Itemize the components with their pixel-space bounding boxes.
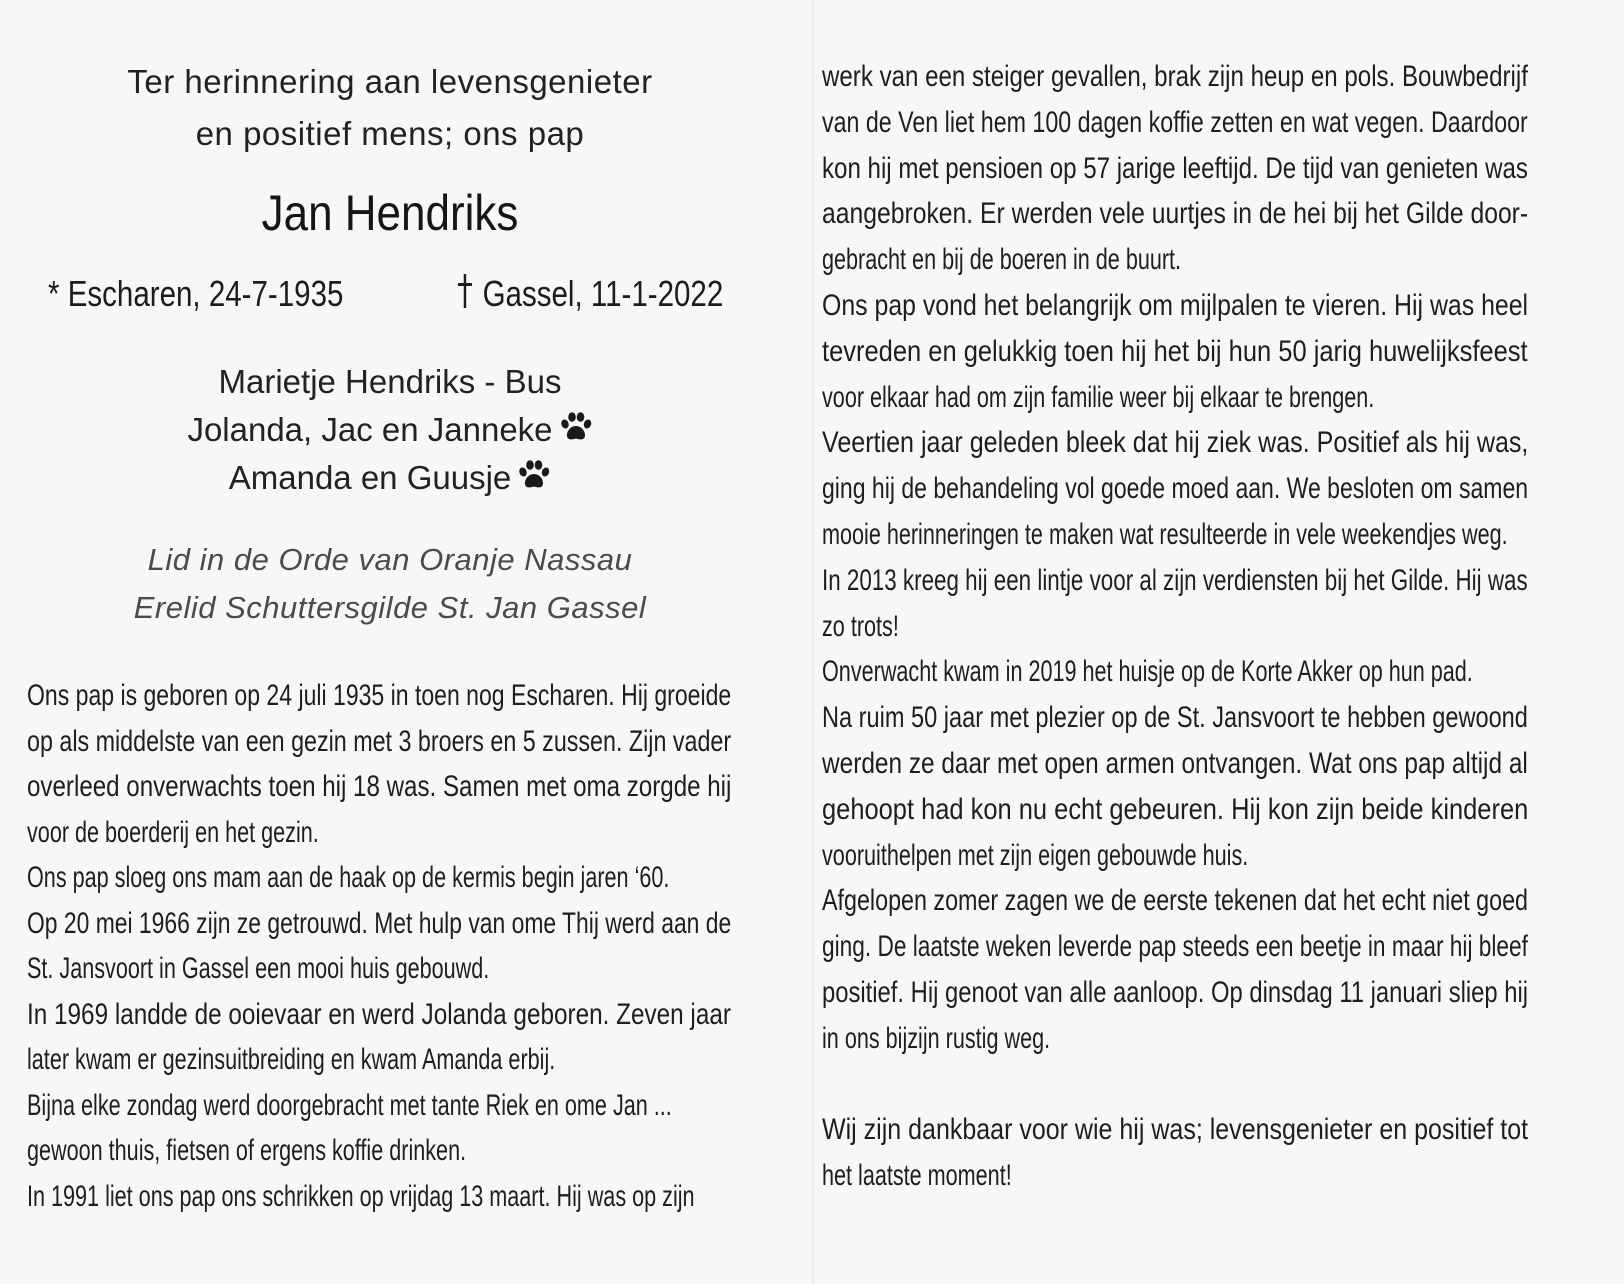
text-line: gebracht en bij de boeren in de buurt. [822,243,1182,277]
text-line: vooruithelpen met zijn eigen gebouwde huis. [822,838,1249,872]
text-line: werk van een steiger gevallen, brak zijn heup en pols. Bouwbedrijf [822,60,1528,93]
paw-icon [517,459,551,491]
text-line: kon hij met pensioen op 57 jarige leeftijd. De tijd van genieten was [822,151,1528,185]
death-text: Gassel, 11-1-2022 [482,273,724,314]
family-members [90,358,690,502]
intro-line-2: en positief mens; ons pap [195,115,585,152]
text-line: Op 20 mei 1966 zijn ze getrouwd. Met hulp van ome Thij werd aan de [27,906,732,940]
paw-icon [559,411,593,443]
text-line: op als middelste van een gezin met 3 broers en 5 zussen. Zijn vader [27,724,732,758]
text-line: St. Jansvoort in Gassel een mooi huis gebouwd. [27,952,490,985]
intro-line-1: Ter herinnering aan levensgenieter [127,63,653,100]
death-date [458,264,723,324]
text-line: in ons bijzijn rustig weg. [822,1021,1051,1055]
text-line: zo trots! [822,609,899,643]
birth-symbol: * [48,273,60,314]
text-line: Onverwacht kwam in 2019 het huisje op de Korte Akker op hun pad. [822,655,1473,689]
text-line: van de Ven liet hem 100 dagen koffie zetten en wat vegen. Daardoor [822,105,1528,139]
honor-line: Erelid Schuttersgilde St. Jan Gassel [133,590,647,625]
text-line: Ons pap vond het belangrijk om mijlpalen te vieren. Hij was heel [822,289,1529,322]
text-line: Ons pap is geboren op 24 juli 1935 in toen nog Escharen. Hij groeide [27,679,732,712]
text-line: later kwam er gezinsuitbreiding en kwam Amanda erbij. [27,1043,556,1076]
cross-icon [458,274,471,308]
birth-date [48,264,343,324]
text-line: Ons pap sloeg ons mam aan de haak op de kermis begin jaren ‘60. [27,861,670,894]
text-line: aangebroken. Er werden vele uurtjes in de hei bij het Gilde door- [822,197,1529,231]
honors [90,536,690,632]
text-line: voor de boerderij en het gezin. [27,815,319,849]
text-line: werden ze daar met open armen ontvangen. Wat ons pap altijd al [822,747,1528,780]
text-line: Veertien jaar geleden bleek dat hij ziek was. Positief als hij was, [822,426,1529,460]
text-line: Wij zijn dankbaar voor wie hij was; levensgenieter en positief tot [822,1113,1529,1147]
text-line: Na ruim 50 jaar met plezier op de St. Jansvoort te hebben gewoond [822,701,1528,735]
intro-text [90,56,690,160]
family-line-spouse: Marietje Hendriks - Bus [218,363,562,400]
text-line: overleed onverwachts toen hij 18 was. Samen met oma zorgde hij [27,770,732,803]
deceased-name: Jan Hendriks [261,185,519,241]
text-line: Bijna elke zondag werd doorgebracht met tante Riek en ome Jan ... [27,1088,672,1122]
text-line: tevreden en gelukkig toen hij het bij hun 50 jarig huwelijksfeest [822,334,1528,368]
family-line-children-2: Amanda en Guusje [90,454,690,502]
text-line: In 1991 liet ons pap ons schrikken op vrijdag 13 maart. Hij was op zijn [27,1179,695,1213]
text-line: gewoon thuis, fietsen of ergens koffie drinken. [27,1134,467,1167]
text-line: voor elkaar had om zijn familie weer bij elkaar te brengen. [822,380,1375,414]
right-panel [814,0,1624,1284]
text-line: ging. De laatste weken leverde pap steeds een beetje in maar hij bleef [822,930,1528,964]
text-line: het laatste moment! [822,1159,1012,1193]
text-line: ging hij de behandeling vol goede moed aan. We besloten om samen [822,472,1529,506]
text-line: In 2013 kreeg hij een lintje voor al zijn verdiensten bij het Gilde. Hij was [822,563,1528,597]
text-line: In 1969 landde de ooievaar en werd Jolanda geboren. Zeven jaar [27,997,731,1031]
text-line: mooie herinneringen te maken wat resulteerde in vele weekendjes weg. [822,518,1508,551]
text-line: positief. Hij genoot van alle aanloop. Op dinsdag 11 januari sliep hij [822,976,1529,1009]
text-line: gehoopt had kon nu echt gebeuren. Hij kon zijn beide kinderen [822,792,1529,826]
birth-text: Escharen, 24-7-1935 [67,273,344,314]
family-line-children-1: Jolanda, Jac en Janneke [90,406,690,454]
text-line: Afgelopen zomer zagen we de eerste tekenen dat het echt niet goed [822,884,1528,918]
honor-line: Lid in de Orde van Oranje Nassau [147,542,633,577]
